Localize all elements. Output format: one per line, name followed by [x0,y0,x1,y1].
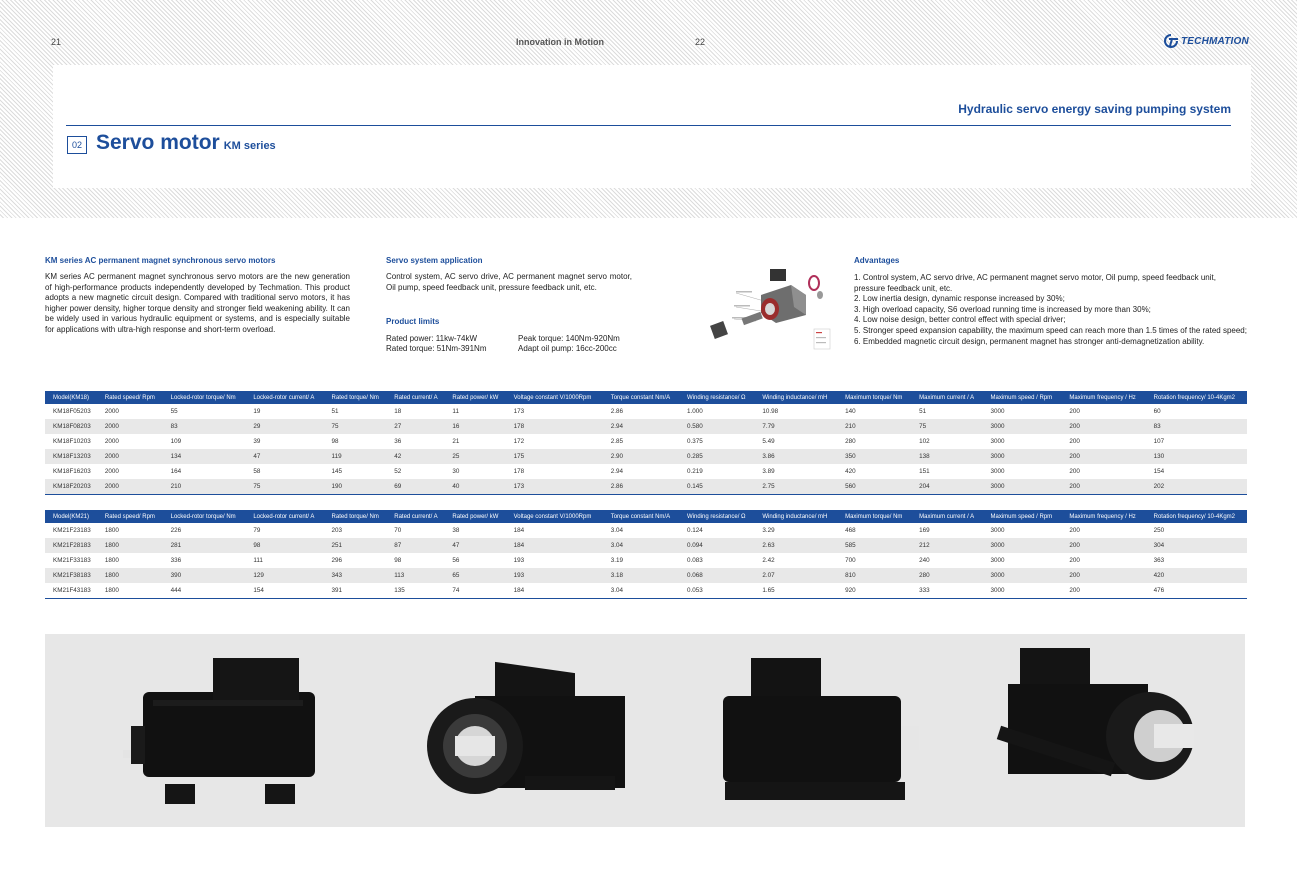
table-cell: 11 [452,408,459,415]
column-header: Maximum frequency / Hz [1061,391,1145,404]
table-cell: 0.053 [679,583,754,598]
table-cell: 2.63 [754,538,837,553]
column-header: Maximum frequency / Hz [1061,510,1145,523]
column-header: Voltage constant V/1000Rpm [506,391,603,404]
table-cell: 3.19 [610,557,623,564]
table-row [45,523,1247,538]
column-header: Winding resistance/ Ω [679,391,754,404]
table-cell: 102 [919,438,930,445]
table-cell: 2000 [97,419,163,434]
table-cell: 0.285 [679,449,754,464]
table-cell: 281 [163,538,246,553]
table-cell: 1.000 [687,408,703,415]
product-photo-band [45,634,1245,827]
table-cell: 3000 [990,408,1005,415]
table-cell: KM21F23183 [53,527,91,534]
column-header: Torque constant Nm/A [603,510,679,523]
page-number-right: 22 [695,37,706,47]
table-cell: 1800 [97,583,163,598]
table-cell: 70 [394,527,402,534]
table-cell: 200 [1069,438,1080,445]
table-cell: 200 [1069,557,1080,564]
table-cell: 476 [1146,583,1247,598]
advantage-item: 3. High overload capacity, S6 overload running time is increased by more than 30%; [854,304,1151,314]
table-cell: 0.083 [687,557,703,564]
table-cell: 47 [245,449,323,464]
table-cell: 79 [253,527,261,534]
table-cell: 200 [1069,527,1080,534]
table-cell: 130 [1146,449,1247,464]
column-header: Maximum current / A [911,391,982,404]
intro-heading: KM series AC permanent magnet synchronous servo motors [45,256,276,265]
table-cell: 58 [253,468,261,475]
table-cell: 193 [506,568,603,583]
table-cell: 3.04 [610,527,623,534]
table-cell: KM18F16203 [53,468,91,475]
table-cell: 2000 [104,408,119,415]
table-cell: 2.75 [754,479,837,494]
table-cell: 178 [506,419,603,434]
table-cell: 2.07 [754,568,837,583]
table-row [45,568,1247,583]
column-header: Winding inductance/ mH [754,510,837,523]
column-header: Locked-rotor torque/ Nm [163,510,246,523]
table-cell: 3000 [982,449,1061,464]
table-cell: 343 [324,568,387,583]
table-cell: 40 [444,479,505,494]
adapt-pump: Adapt oil pump: 16cc-200cc [518,344,617,353]
column-header: Locked-rotor current/ A [245,391,323,404]
table-cell: KM21F43183 [45,583,97,598]
intro-body: KM series AC permanent magnet synchronous servo motors are the new generation of high-performance products independently developed by Techmation. This product adopts a new magnetic circuit design. Compared with traditional servo motors, it has higher power density, higher torque density and stronger field weakening ability. It can be widely used in various hydraulic equipment or systems, and is especially suitable for applications with ultra-high response and short-term overload. [45,272,350,334]
table-cell: 0.094 [679,538,754,553]
table-cell: 1800 [104,557,119,564]
chapter-title: Hydraulic servo energy saving pumping system [958,102,1231,116]
table-cell: 29 [245,419,323,434]
table-cell: 36 [394,438,402,445]
column-header: Rated current/ A [386,391,444,404]
header-divider [66,125,1231,126]
table-cell: 3000 [982,419,1061,434]
table-cell: 75 [324,419,387,434]
brand-slogan: Innovation in Motion [516,37,604,47]
column-header: Rotation frequency/ 10-4Kgm2 [1146,391,1247,404]
table-cell: KM21F38183 [45,568,97,583]
table-cell: 304 [1146,538,1247,553]
table-cell: 350 [837,449,911,464]
table-cell: 18 [394,408,402,415]
table-cell: 56 [452,557,460,564]
table-cell: 193 [513,557,525,564]
table-cell: KM18F08203 [45,419,97,434]
table-cell: 200 [1061,479,1145,494]
table-cell: 2.85 [610,438,623,445]
table-cell: 3.86 [754,449,837,464]
table-cell: 140 [845,408,856,415]
table-cell: 75 [245,479,323,494]
table-cell: 200 [1069,468,1080,475]
table-cell: 21 [452,438,460,445]
table-cell: 0.580 [679,419,754,434]
table-cell: 251 [324,538,387,553]
table-cell: 42 [386,449,444,464]
servo-motor-side-view [105,652,335,812]
table-row [45,464,1247,479]
column-header: Winding resistance/ Ω [679,510,754,523]
table-header-row [45,391,1247,404]
table-cell: 151 [919,468,930,475]
table-cell: 98 [245,538,323,553]
servo-motor-front-view [425,648,645,813]
table-cell: 83 [163,419,246,434]
table-cell: 119 [324,449,387,464]
table-cell: KM18F20203 [45,479,97,494]
table-cell: 2.86 [603,479,679,494]
table-cell: 560 [837,479,911,494]
logo-text: TECHMATION [1181,35,1249,47]
table-cell: 154 [245,583,323,598]
table-cell: 212 [911,538,982,553]
section-number-badge: 02 [67,136,87,154]
table-cell: 1800 [104,527,119,534]
advantage-item: 5. Stronger speed expansion capability, the maximum speed can reach more than 1.5 times of the rated speed; [854,325,1247,335]
table-cell: KM18F10203 [53,438,91,445]
table-row [45,538,1247,553]
table-cell: 190 [324,479,387,494]
table-cell: 172 [513,438,525,445]
table-cell: 280 [911,568,982,583]
table-cell: 444 [163,583,246,598]
table-cell: 3.18 [603,568,679,583]
table-cell: 135 [386,583,444,598]
table-cell: 3000 [990,527,1005,534]
table-cell: 363 [1153,557,1165,564]
table-cell: KM18F05203 [53,408,91,415]
table-cell: 3.04 [603,583,679,598]
table-cell: 74 [444,583,505,598]
table-cell: 336 [170,557,182,564]
table-cell: 2.94 [610,468,623,475]
table-cell: 30 [452,468,460,475]
table-cell: 107 [1153,438,1165,445]
application-body: Control system, AC servo drive, AC permanent magnet servo motor, Oil pump, speed feedback unit, pressure feedback unit, etc. [386,272,632,292]
table-cell: 184 [506,583,603,598]
table-cell: 154 [1153,468,1165,475]
column-header: Model(KM21) [45,510,97,523]
peak-torque: Peak torque: 140Nm-920Nm [518,334,620,343]
servo-system-diagram [706,265,832,355]
rated-torque: Rated torque: 51Nm-391Nm [386,344,487,353]
table-cell: 250 [1153,527,1165,534]
table-cell: 184 [506,538,603,553]
table-cell: KM21F33183 [53,557,91,564]
table-row [45,434,1247,449]
table-cell: 2.94 [603,419,679,434]
column-header: Rated current/ A [386,510,444,523]
table-cell: 2.90 [603,449,679,464]
table-cell: 200 [1061,538,1145,553]
table-cell: 210 [837,419,911,434]
table-cell: 83 [1146,419,1247,434]
column-header: Maximum torque/ Nm [837,510,911,523]
column-header: Rated speed/ Rpm [97,510,163,523]
table-cell: 51 [919,408,927,415]
table-cell: 173 [506,479,603,494]
table-cell: 3000 [982,583,1061,598]
table-cell: 420 [845,468,856,475]
table-cell: 280 [845,438,856,445]
table-cell: 3.29 [762,527,775,534]
table-cell: 75 [911,419,982,434]
table-cell: 240 [919,557,930,564]
column-header: Winding inductance/ mH [754,391,837,404]
table-cell: 47 [444,538,505,553]
table-cell: 2000 [104,438,119,445]
column-header: Maximum torque/ Nm [837,391,911,404]
table-cell: 2000 [104,468,119,475]
table-cell: 700 [845,557,856,564]
column-header: Rated torque/ Nm [324,510,387,523]
table-cell: KM18F13203 [45,449,97,464]
table-cell: 3.04 [603,538,679,553]
section-title [96,131,276,155]
table-cell: 200 [1061,449,1145,464]
table-row [45,583,1247,598]
servo-motor-side-view-2 [715,650,925,810]
table-cell: 391 [324,583,387,598]
table-cell: 5.49 [762,438,775,445]
table-cell: 200 [1069,408,1080,415]
table-cell: 129 [245,568,323,583]
table-cell: 87 [386,538,444,553]
table-cell: 98 [394,557,402,564]
table-cell: 202 [1146,479,1247,494]
table-row [45,479,1247,494]
techmation-logo-icon [1163,34,1179,48]
section-subtitle: KM series [223,140,276,152]
table-cell: 169 [919,527,930,534]
table-cell: 0.068 [679,568,754,583]
table-cell: 3000 [990,468,1005,475]
table-cell: 164 [170,468,182,475]
table-cell: 145 [331,468,343,475]
table-cell: 0.145 [679,479,754,494]
table-cell: 203 [331,527,343,534]
table-cell: 333 [911,583,982,598]
table-cell: 204 [911,479,982,494]
table-cell: 296 [331,557,343,564]
table-row [45,404,1247,419]
table-cell: 420 [1146,568,1247,583]
table-cell: 98 [331,438,339,445]
table-cell: 111 [253,557,263,564]
table-cell: 178 [513,468,525,475]
table-cell: 27 [386,419,444,434]
table-cell: 468 [845,527,856,534]
table-cell: 3.89 [762,468,775,475]
servo-motor-front-view-2 [990,644,1210,814]
table-cell: 1800 [97,538,163,553]
table-cell: 1800 [97,568,163,583]
table-cell: 200 [1061,568,1145,583]
table-cell: 3000 [982,479,1061,494]
table-cell: 7.79 [754,419,837,434]
table-cell: 3000 [982,568,1061,583]
techmation-logo [1163,34,1249,48]
limits-heading: Product limits [386,317,440,326]
table-cell: 173 [513,408,525,415]
column-header: Rated torque/ Nm [324,391,387,404]
header-panel [53,65,1251,188]
table-cell: KM21F28183 [45,538,97,553]
table-cell: 16 [444,419,505,434]
table-cell: 1.65 [754,583,837,598]
table-cell: 51 [331,408,339,415]
advantages-list [854,273,1248,347]
table-cell: 109 [170,438,182,445]
column-header: Rated power/ kW [444,510,505,523]
column-header: Maximum current / A [911,510,982,523]
table-cell: 2.42 [762,557,775,564]
table-cell: 210 [163,479,246,494]
advantage-item: 4. Low noise design, better control effect with special driver; [854,315,1066,325]
table-row [45,419,1247,434]
table-cell: 585 [837,538,911,553]
application-heading: Servo system application [386,256,483,265]
column-header: Voltage constant V/1000Rpm [506,510,603,523]
table-cell: 2000 [97,449,163,464]
table-cell: 25 [444,449,505,464]
column-header: Rated power/ kW [444,391,505,404]
column-header: Rotation frequency/ 10-4Kgm2 [1146,510,1247,523]
table-row [45,449,1247,464]
table-cell: 3000 [990,557,1005,564]
rated-power: Rated power: 11kw-74kW [386,334,477,343]
table-row [45,553,1247,568]
table-cell: 19 [253,408,261,415]
km18-spec-table [45,391,1247,495]
table-cell: 810 [837,568,911,583]
column-header: Locked-rotor torque/ Nm [163,391,246,404]
table-cell: 0.124 [687,527,703,534]
table-cell: 184 [513,527,525,534]
table-cell: 38 [452,527,460,534]
table-cell: 0.375 [687,438,703,445]
table-cell: 390 [163,568,246,583]
page-number-left: 21 [51,37,62,47]
table-cell: 52 [394,468,402,475]
table-cell: 175 [506,449,603,464]
column-header: Maximum speed / Rpm [982,510,1061,523]
table-cell: 10.98 [762,408,779,415]
table-cell: 226 [170,527,182,534]
table-cell: 69 [386,479,444,494]
table-cell: 200 [1061,583,1145,598]
table-cell: 39 [253,438,261,445]
column-header: Torque constant Nm/A [603,391,679,404]
section-title-text: Servo motor [96,131,220,154]
table-cell: 138 [911,449,982,464]
advantage-item: 6. Embedded magnetic circuit design, permanent magnet has stronger anti-demagnetization ability. [854,336,1205,346]
table-cell: 2.86 [610,408,623,415]
table-cell: 920 [837,583,911,598]
table-cell: 65 [444,568,505,583]
table-header-row [45,510,1247,523]
table-cell: 55 [170,408,178,415]
table-cell: 60 [1153,408,1161,415]
table-cell: 2000 [97,479,163,494]
table-cell: 3000 [990,438,1005,445]
advantage-item: 1. Control system, AC servo drive, AC permanent magnet servo motor, Oil pump, speed feedback unit, pressure feedback unit, etc. [854,273,1216,293]
advantages-heading: Advantages [854,256,900,265]
table-cell: 0.219 [687,468,703,475]
column-header: Maximum speed / Rpm [982,391,1061,404]
column-header: Model(KM18) [45,391,97,404]
table-cell: 200 [1061,419,1145,434]
table-cell: 134 [163,449,246,464]
table-cell: 3000 [982,538,1061,553]
column-header: Rated speed/ Rpm [97,391,163,404]
column-header: Locked-rotor current/ A [245,510,323,523]
table-cell: 113 [386,568,444,583]
km21-spec-table [45,510,1247,599]
advantage-item: 2. Low inertia design, dynamic response increased by 30%; [854,294,1065,304]
